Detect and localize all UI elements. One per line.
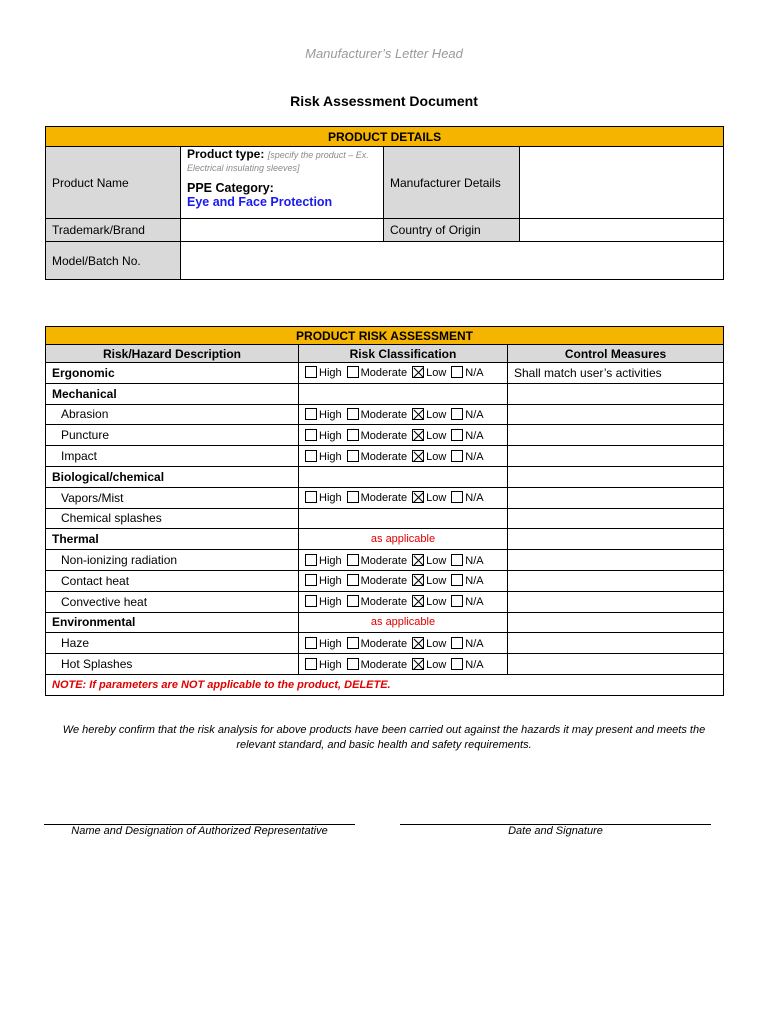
risk-option-label: High	[319, 450, 342, 463]
risk-option[interactable]	[412, 430, 446, 442]
control-measures-cell[interactable]	[508, 529, 724, 550]
representative-signature-label: Name and Designation of Authorized Representative	[71, 825, 328, 837]
checkbox-icon[interactable]	[347, 637, 359, 649]
checkbox-icon[interactable]	[347, 450, 359, 462]
checkbox-icon[interactable]	[451, 595, 463, 607]
risk-option[interactable]	[451, 575, 483, 587]
risk-option-label: High	[319, 367, 342, 380]
risk-option-label: High	[319, 554, 342, 567]
model-batch-field[interactable]	[181, 242, 724, 280]
hazard-row	[46, 466, 724, 487]
risk-option[interactable]	[347, 555, 407, 567]
hazard-item-label: Non-ionizing radiation	[46, 550, 299, 571]
checkbox-icon[interactable]	[451, 574, 463, 586]
hazard-row	[46, 570, 724, 591]
risk-option-label: Low	[426, 554, 447, 567]
risk-option-label: Low	[426, 492, 447, 505]
risk-option-label: Moderate	[360, 596, 408, 609]
manufacturer-details-field[interactable]	[520, 147, 724, 219]
checkbox-icon[interactable]	[347, 554, 359, 566]
hazard-item-label: Impact	[46, 446, 299, 467]
risk-option[interactable]	[412, 451, 446, 463]
risk-option[interactable]	[305, 575, 342, 587]
risk-option-label: Low	[426, 575, 447, 588]
checked-checkbox-icon[interactable]	[412, 595, 424, 607]
ppe-category-value: Eye and Face Protection	[187, 195, 333, 210]
risk-classification-cell	[299, 404, 508, 425]
hazard-row	[46, 654, 724, 675]
hazard-row	[46, 550, 724, 571]
risk-option-label: Moderate	[360, 658, 408, 671]
control-measures-cell[interactable]	[508, 633, 724, 654]
control-measures-cell[interactable]: Shall match user’s activities	[508, 363, 724, 384]
checkbox-icon[interactable]	[305, 574, 317, 586]
risk-option[interactable]	[451, 659, 483, 671]
risk-option[interactable]	[305, 638, 342, 650]
checkbox-icon[interactable]	[347, 408, 359, 420]
checkbox-icon[interactable]	[305, 429, 317, 441]
product-name-label: Product Name	[46, 147, 181, 219]
hazard-category-label: Thermal	[46, 529, 299, 550]
hazard-category-label: Ergonomic	[46, 363, 299, 384]
checked-checkbox-icon[interactable]	[412, 491, 424, 503]
risk-classification-cell	[299, 570, 508, 591]
control-measures-cell[interactable]	[508, 550, 724, 571]
checkbox-icon[interactable]	[451, 491, 463, 503]
risk-option[interactable]	[347, 430, 407, 442]
checkbox-icon[interactable]	[305, 450, 317, 462]
checkbox-icon[interactable]	[451, 450, 463, 462]
risk-option[interactable]	[412, 575, 446, 587]
risk-classification-cell	[299, 487, 508, 508]
hazard-item-label: Convective heat	[46, 591, 299, 612]
hazard-row	[46, 383, 724, 404]
hazard-item-label: Vapors/Mist	[46, 487, 299, 508]
risk-option-label: N/A	[465, 492, 484, 505]
risk-option-label: Low	[426, 367, 447, 380]
risk-option-label: N/A	[465, 367, 484, 380]
product-type-label: Product type:	[187, 147, 265, 161]
risk-option[interactable]	[451, 367, 483, 379]
control-measures-cell[interactable]	[508, 654, 724, 675]
checkbox-icon[interactable]	[305, 491, 317, 503]
risk-classification-cell	[299, 654, 508, 675]
date-signature-label: Date and Signature	[508, 825, 603, 837]
trademark-label: Trademark/Brand	[46, 219, 181, 242]
document-title: Risk Assessment Document	[290, 93, 478, 109]
risk-option-label: Moderate	[360, 554, 408, 567]
hazard-row	[46, 363, 724, 384]
hazard-row	[46, 446, 724, 467]
risk-option[interactable]	[305, 555, 342, 567]
risk-option-label: N/A	[465, 658, 484, 671]
checked-checkbox-icon[interactable]	[412, 637, 424, 649]
risk-option[interactable]	[347, 575, 407, 587]
as-applicable-note: as applicable	[299, 529, 508, 550]
risk-option[interactable]	[305, 659, 342, 671]
hazard-category-label: Mechanical	[46, 383, 299, 404]
risk-option[interactable]	[347, 596, 407, 608]
hazard-item-label: Hot Splashes	[46, 654, 299, 675]
risk-option[interactable]	[347, 451, 407, 463]
checkbox-icon[interactable]	[347, 658, 359, 670]
product-type-cell[interactable]	[181, 147, 384, 219]
confirmation-statement: We hereby confirm that the risk analysis for above products have been carried out against the hazards it may present and meets the relevant standard, and basic health and safety requirements.	[62, 724, 706, 751]
risk-classification-cell	[299, 591, 508, 612]
checked-checkbox-icon[interactable]	[412, 366, 424, 378]
hazard-row	[46, 425, 724, 446]
control-measures-cell[interactable]	[508, 487, 724, 508]
risk-option[interactable]	[412, 659, 446, 671]
hazard-row	[46, 487, 724, 508]
checked-checkbox-icon[interactable]	[412, 554, 424, 566]
hazard-row	[46, 404, 724, 425]
risk-option[interactable]	[305, 367, 342, 379]
trademark-field[interactable]	[181, 219, 384, 242]
risk-classification-cell	[299, 508, 508, 529]
control-measures-cell[interactable]	[508, 425, 724, 446]
checkbox-icon[interactable]	[347, 491, 359, 503]
risk-option-label: High	[319, 596, 342, 609]
risk-option-label: N/A	[465, 637, 484, 650]
risk-assessment-header: PRODUCT RISK ASSESSMENT	[46, 327, 724, 345]
risk-option[interactable]	[305, 430, 342, 442]
risk-option[interactable]	[451, 638, 483, 650]
risk-option[interactable]	[412, 638, 446, 650]
risk-option-label: N/A	[465, 575, 484, 588]
product-details-table	[45, 126, 724, 280]
hazard-category-label: Environmental	[46, 612, 299, 633]
country-of-origin-field[interactable]	[520, 219, 724, 242]
risk-option-label: N/A	[465, 450, 484, 463]
checkbox-icon[interactable]	[451, 637, 463, 649]
risk-option[interactable]	[305, 451, 342, 463]
risk-option-label: High	[319, 429, 342, 442]
product-type-hint: [specify the product – Ex. Electrical insulating sleeves]	[187, 150, 369, 174]
letterhead-placeholder: Manufacturer’s Letter Head	[305, 46, 463, 61]
control-measures-cell[interactable]	[508, 383, 724, 404]
hazard-item-label: Contact heat	[46, 570, 299, 591]
risk-option[interactable]	[412, 555, 446, 567]
risk-option[interactable]	[412, 367, 446, 379]
ppe-category-label: PPE Category:	[187, 181, 274, 196]
risk-option-label: N/A	[465, 429, 484, 442]
as-applicable-note: as applicable	[299, 612, 508, 633]
checkbox-icon[interactable]	[305, 658, 317, 670]
delete-note: NOTE: If parameters are NOT applicable to the product, DELETE.	[46, 674, 724, 695]
risk-option[interactable]	[347, 638, 407, 650]
risk-option-label: Moderate	[360, 450, 408, 463]
risk-option-label: Moderate	[360, 492, 408, 505]
model-batch-label: Model/Batch No.	[46, 242, 181, 280]
risk-option[interactable]	[451, 492, 483, 504]
hazard-row	[46, 633, 724, 654]
risk-option[interactable]	[412, 492, 446, 504]
risk-option[interactable]	[305, 492, 342, 504]
risk-classification-cell	[299, 425, 508, 446]
checkbox-icon[interactable]	[305, 408, 317, 420]
hazard-row	[46, 529, 724, 550]
risk-option-label: High	[319, 492, 342, 505]
risk-option[interactable]	[412, 596, 446, 608]
risk-option[interactable]	[347, 659, 407, 671]
checkbox-icon[interactable]	[451, 658, 463, 670]
checkbox-icon[interactable]	[451, 408, 463, 420]
hazard-row	[46, 612, 724, 633]
checkbox-icon[interactable]	[451, 554, 463, 566]
checkbox-icon[interactable]	[451, 429, 463, 441]
control-measures-cell[interactable]	[508, 508, 724, 529]
manufacturer-details-label: Manufacturer Details	[384, 147, 520, 219]
checkbox-icon[interactable]	[305, 554, 317, 566]
risk-option[interactable]	[305, 409, 342, 421]
risk-option[interactable]	[451, 430, 483, 442]
hazard-item-label: Haze	[46, 633, 299, 654]
risk-option[interactable]	[451, 409, 483, 421]
risk-option-label: High	[319, 575, 342, 588]
checked-checkbox-icon[interactable]	[412, 429, 424, 441]
risk-assessment-table	[45, 326, 724, 696]
column-header-classification: Risk Classification	[299, 345, 508, 363]
checkbox-icon[interactable]	[347, 429, 359, 441]
risk-option[interactable]	[305, 596, 342, 608]
risk-classification-cell	[299, 383, 508, 404]
risk-option-label: Low	[426, 596, 447, 609]
risk-option[interactable]	[347, 367, 407, 379]
risk-option-label: Low	[426, 658, 447, 671]
risk-option-label: Moderate	[360, 637, 408, 650]
risk-classification-cell	[299, 466, 508, 487]
country-of-origin-label: Country of Origin	[384, 219, 520, 242]
risk-option-label: Low	[426, 408, 447, 421]
checkbox-icon[interactable]	[305, 637, 317, 649]
risk-option-label: High	[319, 658, 342, 671]
risk-option-label: Low	[426, 450, 447, 463]
control-measures-cell[interactable]	[508, 466, 724, 487]
checkbox-icon[interactable]	[305, 366, 317, 378]
risk-option[interactable]	[451, 596, 483, 608]
checkbox-icon[interactable]	[347, 595, 359, 607]
control-measures-cell[interactable]	[508, 404, 724, 425]
control-measures-cell[interactable]	[508, 570, 724, 591]
risk-option[interactable]	[347, 492, 407, 504]
risk-classification-cell	[299, 446, 508, 467]
risk-option-label: Moderate	[360, 575, 408, 588]
risk-option-label: Moderate	[360, 367, 408, 380]
risk-option-label: N/A	[465, 554, 484, 567]
risk-option-label: N/A	[465, 596, 484, 609]
risk-classification-cell	[299, 633, 508, 654]
control-measures-cell[interactable]	[508, 591, 724, 612]
hazard-item-label: Chemical splashes	[46, 508, 299, 529]
risk-option[interactable]	[412, 409, 446, 421]
risk-option-label: High	[319, 637, 342, 650]
checked-checkbox-icon[interactable]	[412, 450, 424, 462]
risk-option[interactable]	[451, 555, 483, 567]
risk-option-label: High	[319, 408, 342, 421]
risk-option[interactable]	[451, 451, 483, 463]
hazard-category-label: Biological/chemical	[46, 466, 299, 487]
hazard-row	[46, 591, 724, 612]
risk-option-label: Moderate	[360, 429, 408, 442]
checked-checkbox-icon[interactable]	[412, 574, 424, 586]
checked-checkbox-icon[interactable]	[412, 408, 424, 420]
control-measures-cell[interactable]	[508, 446, 724, 467]
risk-option-label: N/A	[465, 408, 484, 421]
risk-option-label: Moderate	[360, 408, 408, 421]
hazard-item-label: Abrasion	[46, 404, 299, 425]
checked-checkbox-icon[interactable]	[412, 658, 424, 670]
control-measures-cell[interactable]	[508, 612, 724, 633]
checkbox-icon[interactable]	[451, 366, 463, 378]
checkbox-icon[interactable]	[347, 574, 359, 586]
column-header-hazard: Risk/Hazard Description	[46, 345, 299, 363]
checkbox-icon[interactable]	[305, 595, 317, 607]
column-header-control: Control Measures	[508, 345, 724, 363]
checkbox-icon[interactable]	[347, 366, 359, 378]
risk-classification-cell	[299, 550, 508, 571]
hazard-row	[46, 508, 724, 529]
risk-option-label: Low	[426, 429, 447, 442]
hazard-item-label: Puncture	[46, 425, 299, 446]
risk-option-label: Low	[426, 637, 447, 650]
product-details-header: PRODUCT DETAILS	[46, 127, 724, 147]
risk-option[interactable]	[347, 409, 407, 421]
risk-classification-cell	[299, 363, 508, 384]
